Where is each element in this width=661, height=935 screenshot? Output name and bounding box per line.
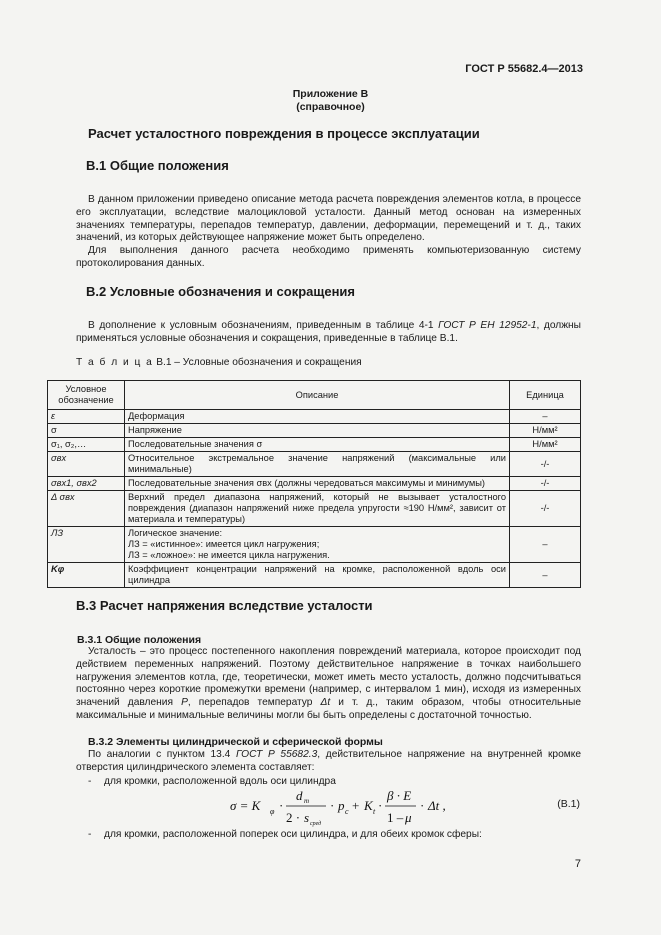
subsection-b31-text xyxy=(76,646,581,723)
list-dash: - xyxy=(88,776,92,787)
unit-cell: -/- xyxy=(510,491,581,527)
main-title: Расчет усталостного повреждения в процессе эксплуатации xyxy=(88,126,480,141)
paragraph: В данном приложении приведено описание метода расчета повреждения элементов котла, в процессе его эксплуатации, вследствие малоцикловой усталости. Данный метод основан на измеренных значениях температуры, перепадов температур, давлении, деформации, перемещений и т. д., таких значений, из которых действующее напряжение может быть определено. xyxy=(76,194,581,244)
svg-text:+: + xyxy=(352,798,360,813)
svg-text:2 ·: 2 · xyxy=(286,810,301,825)
subsection-b31-heading: В.3.1 Общие положения xyxy=(77,634,202,646)
unit-cell: -/- xyxy=(510,477,581,491)
symbol-cell: σвх xyxy=(48,452,125,477)
formula-b1 xyxy=(230,786,580,827)
table-row xyxy=(48,527,581,563)
subsection-b32-heading: В.3.2 Элементы цилиндрической и сферической формы xyxy=(88,736,383,748)
symbol-cell: σвх1, σвх2 xyxy=(48,477,125,491)
svg-text:μ: μ xyxy=(405,810,412,825)
table-row xyxy=(48,477,581,491)
table-row xyxy=(48,491,581,527)
list-item: - для кромки, расположенной поперек оси цилиндра, и для обеих кромок сферы: xyxy=(88,829,482,840)
table-row xyxy=(48,424,581,438)
description-cell: Относительное экстремальное значение напряжений (максимальные или минимальные) xyxy=(125,452,510,477)
symbol-cell: Kφ xyxy=(48,563,125,588)
symbol-cell: Δ σвх xyxy=(48,491,125,527)
svg-text:φ: φ xyxy=(270,807,275,816)
unit-cell: Н/мм² xyxy=(510,424,581,438)
section-b1-text xyxy=(76,194,581,271)
table-row xyxy=(48,438,581,452)
svg-text:K: K xyxy=(364,798,373,813)
svg-text:p: p xyxy=(338,798,345,813)
section-b2-text xyxy=(76,320,581,346)
svg-text:Δt ,: Δt , xyxy=(428,798,446,813)
paragraph: В дополнение к условным обозначениям, приведенным в таблице 4-1 ГОСТ Р ЕН 12952-1, должны применяться условные обозначения и сокращения, приведенные в таблице В.1. xyxy=(76,320,581,344)
column-header: Условное обозначение xyxy=(48,381,125,410)
symbol-cell: ε xyxy=(48,410,125,424)
description-cell: Напряжение xyxy=(125,424,510,438)
standard-reference: ГОСТ Р 55682.3 xyxy=(235,749,318,760)
unit-cell: -/- xyxy=(510,452,581,477)
equation-number: (В.1) xyxy=(557,798,580,810)
appendix-title: Приложение В xyxy=(292,88,369,100)
svg-text:σ = K: σ = K xyxy=(230,798,261,813)
description-cell: Последовательные значения σ xyxy=(125,438,510,452)
description-cell: Верхний предел диапазона напряжений, который не вызывает усталостного повреждения (диапазон напряжений ниже предела упругости ≈190 Н/мм², зависит от материала и температуры) xyxy=(125,491,510,527)
section-b3-heading: В.3 Расчет напряжения вследствие усталости xyxy=(76,598,373,613)
table-row xyxy=(48,563,581,588)
paragraph: Усталость – это процесс постепенного накопления повреждений материала, которое происходит под действием переменных напряжений. Поэтому действительное напряжение в точках наибольшего нагружения элементов котла, где, теоретически, может иметь место усталость, должно подсчитываться постоянно через короткие промежутки времени (например, с интервалом 1 мин), исходя из измеренных значений давления P, перепадов температур Δt и т. д., таким образом, чтобы относительные максимальные и минимальные величины могли бы быть определены с достаточной точностью. xyxy=(76,646,581,721)
svg-text:сред: сред xyxy=(310,821,322,827)
description-cell: Последовательные значения σвх (должны чередоваться максимумы и минимумы) xyxy=(125,477,510,491)
svg-text:m: m xyxy=(304,797,310,805)
svg-text:·: · xyxy=(378,798,383,813)
paragraph: По аналогии с пунктом 13.4 ГОСТ Р 55682.3, действительное напряжение на внутренней кромке отверстия цилиндрического элемента составляет: xyxy=(76,749,581,773)
svg-text:1 –: 1 – xyxy=(387,810,404,825)
description-cell: Деформация xyxy=(125,410,510,424)
svg-text:·: · xyxy=(330,798,335,813)
unit-cell: – xyxy=(510,527,581,563)
svg-text:β · E: β · E xyxy=(387,788,412,803)
column-header: Единица xyxy=(510,381,581,410)
column-header: Описание xyxy=(125,381,510,410)
svg-text:t: t xyxy=(373,807,376,816)
list-dash: - xyxy=(88,829,92,840)
section-b1-heading: В.1 Общие положения xyxy=(86,158,229,173)
page-number: 7 xyxy=(574,858,581,870)
standard-reference: ГОСТ Р ЕН 12952-1 xyxy=(438,320,537,331)
symbol-cell: σ xyxy=(48,424,125,438)
list-item: - для кромки, расположенной вдоль оси цилиндра xyxy=(88,776,336,787)
symbol-cell: ЛЗ xyxy=(48,527,125,563)
appendix-subtitle: (справочное) xyxy=(296,101,365,113)
table-header-row xyxy=(48,381,581,410)
section-b2-heading: В.2 Условные обозначения и сокращения xyxy=(86,284,356,299)
description-cell: Коэффициент концентрации напряжений на кромке, расположенной вдоль оси цилиндра xyxy=(125,563,510,588)
appendix-heading xyxy=(0,88,661,114)
svg-text:s: s xyxy=(304,810,310,825)
table-row xyxy=(48,410,581,424)
table-caption: Т а б л и ц а В.1 – Условные обозначения и сокращения xyxy=(76,357,362,368)
paragraph: Для выполнения данного расчета необходимо применять компьютеризованную систему протоколирования данных. xyxy=(76,245,581,269)
svg-text:·: · xyxy=(279,798,284,813)
symbols-table xyxy=(47,380,581,588)
unit-cell: – xyxy=(510,563,581,588)
formula-graphic xyxy=(230,786,490,828)
description-cell: Логическое значение: ЛЗ = «истинное»: имеется цикл нагружения; ЛЗ = «ложное»: не имеется цикла нагружения. xyxy=(125,527,510,563)
svg-text:c: c xyxy=(345,807,349,816)
svg-text:d: d xyxy=(296,788,303,803)
svg-text:·: · xyxy=(420,798,425,813)
symbol-cell: σ₁, σ₂,… xyxy=(48,438,125,452)
unit-cell: – xyxy=(510,410,581,424)
standard-code: ГОСТ Р 55682.4—2013 xyxy=(465,63,583,75)
unit-cell: Н/мм² xyxy=(510,438,581,452)
subsection-b32-text xyxy=(76,749,581,775)
table-row xyxy=(48,452,581,477)
